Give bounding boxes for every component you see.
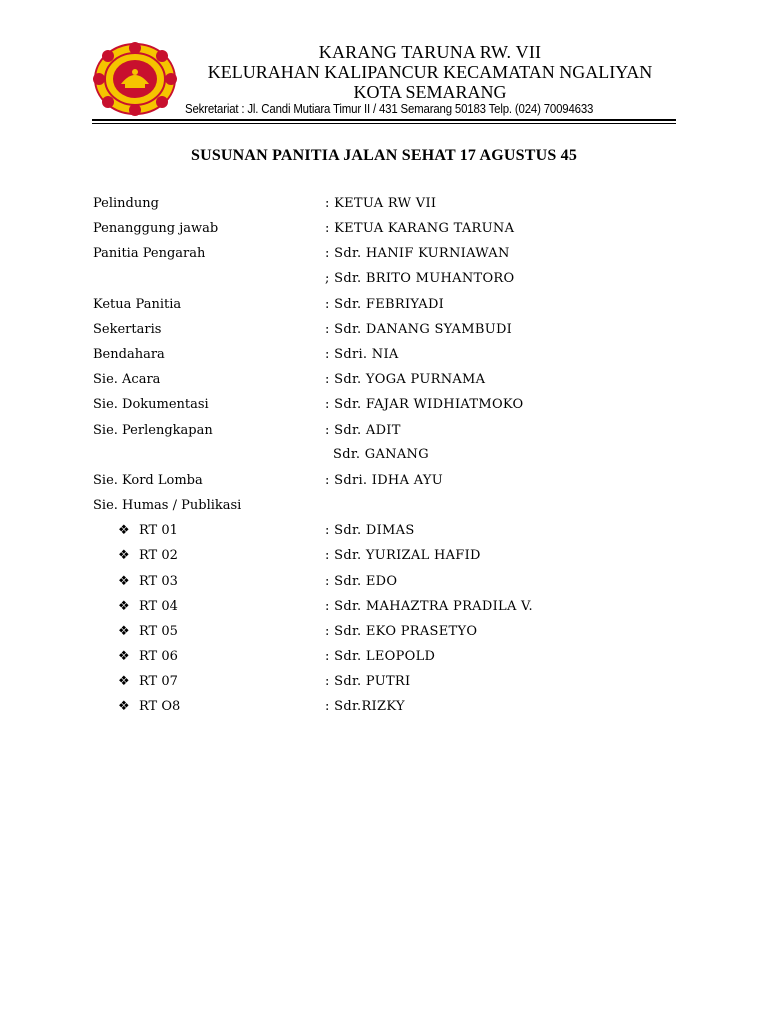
list-item-value: : Sdr. DIMAS xyxy=(325,523,415,538)
label-sie-humas: Sie. Humas / Publikasi xyxy=(93,498,242,513)
diamond-bullet-icon: ❖ xyxy=(118,624,130,639)
value-sie-kord-lomba: : Sdri. IDHA AYU xyxy=(325,473,443,488)
label-pelindung: Pelindung xyxy=(93,196,159,211)
value-sie-dokumentasi: : Sdr. FAJAR WIDHIATMOKO xyxy=(325,397,524,412)
list-item-value: : Sdr. LEOPOLD xyxy=(325,649,436,664)
label-sie-dokumentasi: Sie. Dokumentasi xyxy=(93,397,209,412)
page-title: SUSUNAN PANITIA JALAN SEHAT 17 AGUSTUS 45 xyxy=(190,147,578,164)
org-kelurahan: KELURAHAN KALIPANCUR KECAMATAN NGALIYAN xyxy=(207,62,653,82)
diamond-bullet-icon: ❖ xyxy=(118,649,130,664)
label-bendahara: Bendahara xyxy=(93,347,165,362)
label-sie-kord-lomba: Sie. Kord Lomba xyxy=(93,473,203,488)
value-sie-acara: : Sdr. YOGA PURNAMA xyxy=(325,372,486,387)
diamond-bullet-icon: ❖ xyxy=(118,674,130,689)
org-city: KOTA SEMARANG xyxy=(353,82,507,102)
karang-taruna-emblem-icon xyxy=(92,40,178,118)
value-penanggung-jawab: : KETUA KARANG TARUNA xyxy=(325,221,515,236)
list-item-label: RT 05 xyxy=(139,624,178,639)
value-sekertaris: : Sdr. DANANG SYAMBUDI xyxy=(325,322,513,337)
list-item-value: : Sdr. EKO PRASETYO xyxy=(325,624,478,639)
value-sie-perlengkapan: : Sdr. ADIT xyxy=(325,423,401,438)
diamond-bullet-icon: ❖ xyxy=(118,574,130,589)
list-item-value: : Sdr.RIZKY xyxy=(325,699,405,714)
value-sie-perlengkapan-2: Sdr. GANANG xyxy=(333,447,429,462)
list-item-label: RT O8 xyxy=(139,699,181,714)
list-item-value: : Sdr. MAHAZTRA PRADILA V. xyxy=(325,599,533,614)
value-panitia-pengarah-2: ; Sdr. BRITO MUHANTORO xyxy=(325,271,515,286)
list-item-label: RT 03 xyxy=(139,574,178,589)
list-item-label: RT 02 xyxy=(139,548,178,563)
value-ketua-panitia: : Sdr. FEBRIYADI xyxy=(325,297,445,312)
value-panitia-pengarah: : Sdr. HANIF KURNIAWAN xyxy=(325,246,510,261)
diamond-bullet-icon: ❖ xyxy=(118,699,130,714)
label-sie-perlengkapan: Sie. Perlengkapan xyxy=(93,423,213,438)
list-item-label: RT 06 xyxy=(139,649,178,664)
diamond-bullet-icon: ❖ xyxy=(118,548,130,563)
label-panitia-pengarah: Panitia Pengarah xyxy=(93,246,206,261)
diamond-bullet-icon: ❖ xyxy=(118,523,130,538)
list-item-value: : Sdr. PUTRI xyxy=(325,674,411,689)
label-sie-acara: Sie. Acara xyxy=(93,372,161,387)
diamond-bullet-icon: ❖ xyxy=(118,599,130,614)
list-item-value: : Sdr. YURIZAL HAFID xyxy=(325,548,481,563)
header-rule xyxy=(92,119,676,121)
header-rule-thin xyxy=(92,123,676,124)
list-item-label: RT 01 xyxy=(139,523,178,538)
org-address: Sekretariat : Jl. Candi Mutiara Timur II / 431 Semarang 50183 Telp. (024) 70094633 xyxy=(185,101,594,116)
list-item-label: RT 04 xyxy=(139,599,178,614)
label-penanggung-jawab: Penanggung jawab xyxy=(93,221,219,236)
label-ketua-panitia: Ketua Panitia xyxy=(93,297,182,312)
list-item-value: : Sdr. EDO xyxy=(325,574,398,589)
value-pelindung: : KETUA RW VII xyxy=(325,196,437,211)
value-bendahara: : Sdri. NIA xyxy=(325,347,399,362)
list-item-label: RT 07 xyxy=(139,674,178,689)
label-sekertaris: Sekertaris xyxy=(93,322,162,337)
org-name: KARANG TARUNA RW. VII xyxy=(318,42,542,62)
